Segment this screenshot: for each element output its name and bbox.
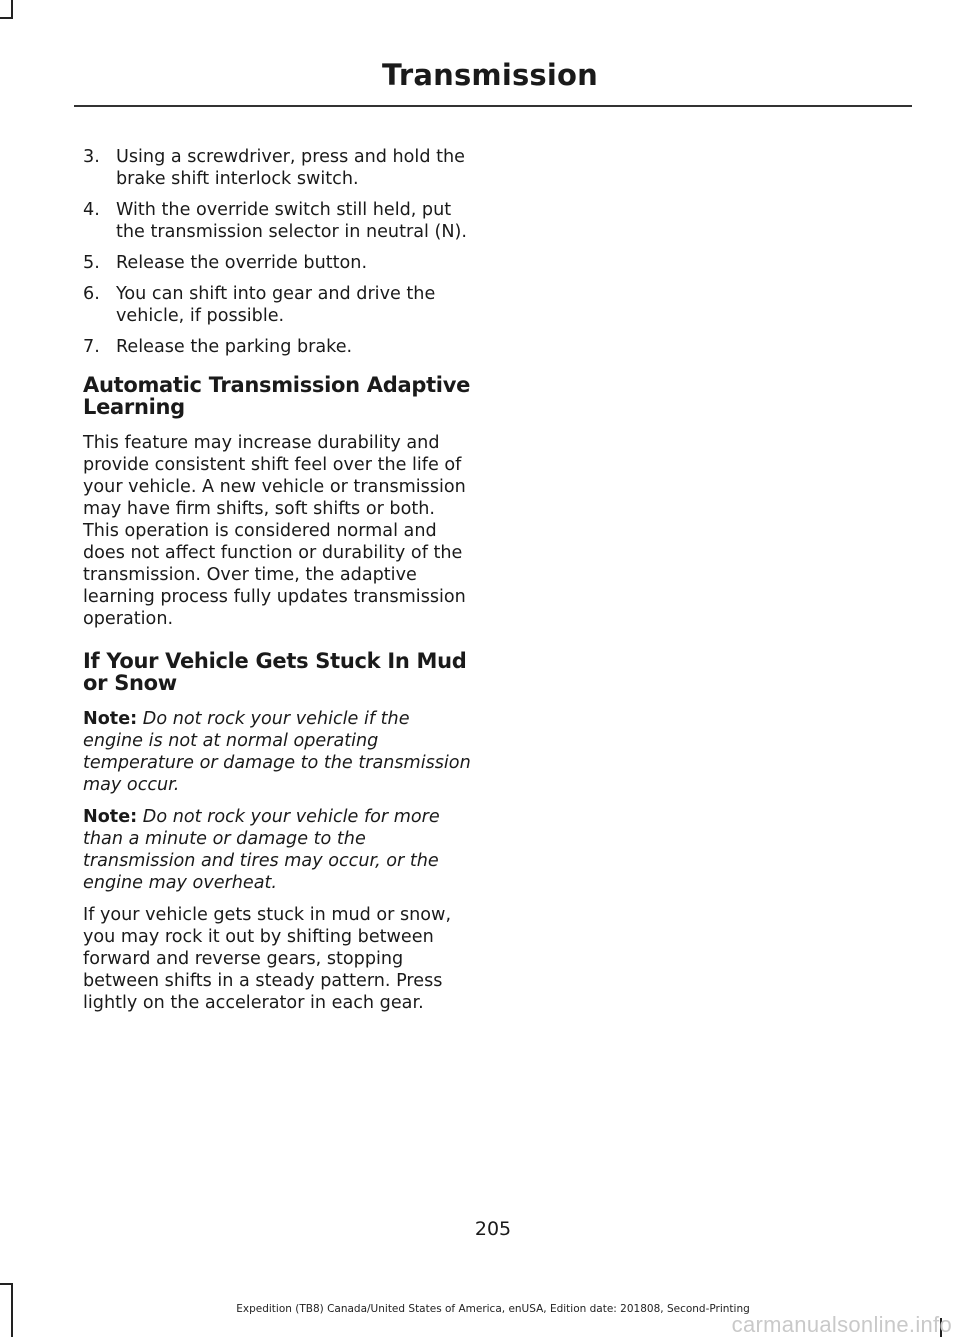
- note-label: Note:: [83, 807, 138, 827]
- step-item: [83, 283, 475, 327]
- step-text: Using a screwdriver, press and hold the brake shift interlock switch.: [116, 147, 465, 189]
- note-paragraph: [83, 806, 475, 894]
- watermark: carmanualsonline.info: [731, 1312, 952, 1337]
- step-item: [83, 336, 475, 358]
- stuck-heading: If Your Vehicle Gets Stuck In Mud or Snow: [83, 649, 467, 695]
- crop-mark-bottom-left-h: [0, 1283, 13, 1285]
- step-item: [83, 199, 475, 243]
- page-section-title: Transmission: [382, 58, 598, 92]
- header-divider: [74, 105, 912, 107]
- step-text: Release the override button.: [116, 253, 368, 273]
- step-item: [83, 146, 475, 190]
- step-number: 4.: [83, 200, 100, 220]
- note-text: Do not rock your vehicle if the engine is not at normal operating temperature or damage to the transmission may occur.: [83, 709, 471, 795]
- step-number: 7.: [83, 337, 100, 357]
- procedure-steps: [83, 146, 475, 358]
- footer-edition-text: Expedition (TB8) Canada/United States of America, enUSA, Edition date: 201808, Second-Printing: [236, 1303, 750, 1315]
- step-text: With the override switch still held, put the transmission selector in neutral (N).: [116, 200, 467, 242]
- adaptive-learning-body: This feature may increase durability and provide consistent shift feel over the life of your vehicle. A new vehicle or transmission may have firm shifts, soft shifts or both. This operation is considered normal and does not affect function or durability of the transmission. Over time, the adaptive learning process fully updates transmission operation.: [83, 433, 466, 629]
- stuck-body: If your vehicle gets stuck in mud or snow, you may rock it out by shifting between forward and reverse gears, stopping between shifts in a steady pattern. Press lightly on the accelerator in each gear.: [83, 905, 452, 1013]
- step-item: [83, 252, 475, 274]
- step-text: You can shift into gear and drive the vehicle, if possible.: [116, 284, 436, 326]
- step-text: Release the parking brake.: [116, 337, 353, 357]
- step-number: 5.: [83, 253, 100, 273]
- note-label: Note:: [83, 709, 138, 729]
- note-text: Do not rock your vehicle for more than a minute or damage to the transmission and tires may occur, or the engine may overheat.: [83, 807, 440, 893]
- step-number: 6.: [83, 284, 100, 304]
- adaptive-learning-heading: Automatic Transmission Adaptive Learning: [83, 373, 471, 419]
- crop-mark-top-left-h: [0, 17, 13, 19]
- content-column: [83, 146, 475, 1024]
- step-number: 3.: [83, 147, 100, 167]
- page-number: 205: [474, 1218, 512, 1240]
- crop-mark-top-left-v: [11, 0, 13, 17]
- note-paragraph: [83, 708, 475, 796]
